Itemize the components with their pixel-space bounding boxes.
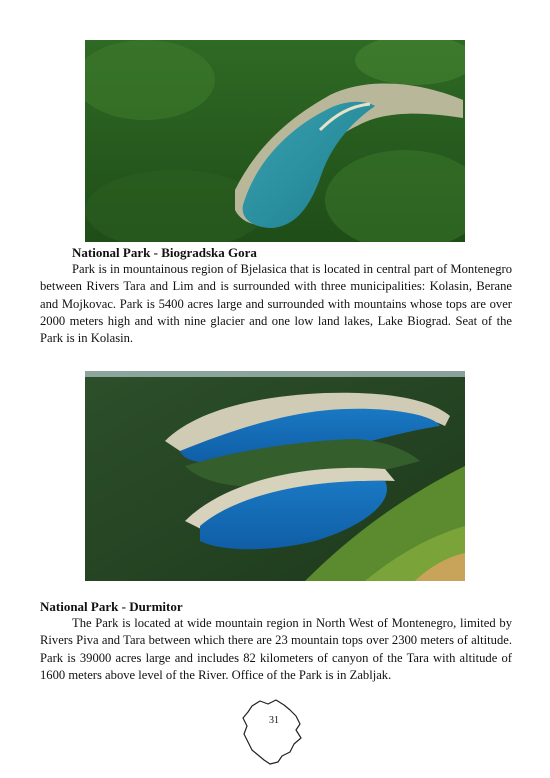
section-heading-durmitor: National Park - Durmitor xyxy=(40,599,183,614)
montenegro-map-outline-icon xyxy=(238,698,304,766)
page-number: 31 xyxy=(269,715,279,726)
durmitor-lake-photo xyxy=(85,371,465,581)
biogradska-gora-lake-photo xyxy=(85,40,465,242)
section-text-durmitor: The Park is located at wide mountain region in North West of Montenegro, limited by Rivers Piva and Tara between which there are 23 mountain tops over 2300 meters of altitude. Park is 39000 acres large and includes 82 kilometers of canyon of the Tara with altitude of 1600 meters above level of the River. Office of the Park is in Zabljak. xyxy=(40,616,512,682)
section-heading-biogradska-gora: National Park - Biogradska Gora xyxy=(72,245,257,260)
section-text-biogradska-gora: Park is in mountainous region of Bjelasica that is located in central part of Montenegro between Rivers Tara and Lim and is surrounded with three municipalities: Kolasin, Berane and Mojkovac. Park is 5400 acres large and surrounded with mountains whose tops are over 2000 meters high and with nine glacier and one low land lakes, Lake Biograd. Seat of the Park is in Kolasin. xyxy=(40,262,512,346)
